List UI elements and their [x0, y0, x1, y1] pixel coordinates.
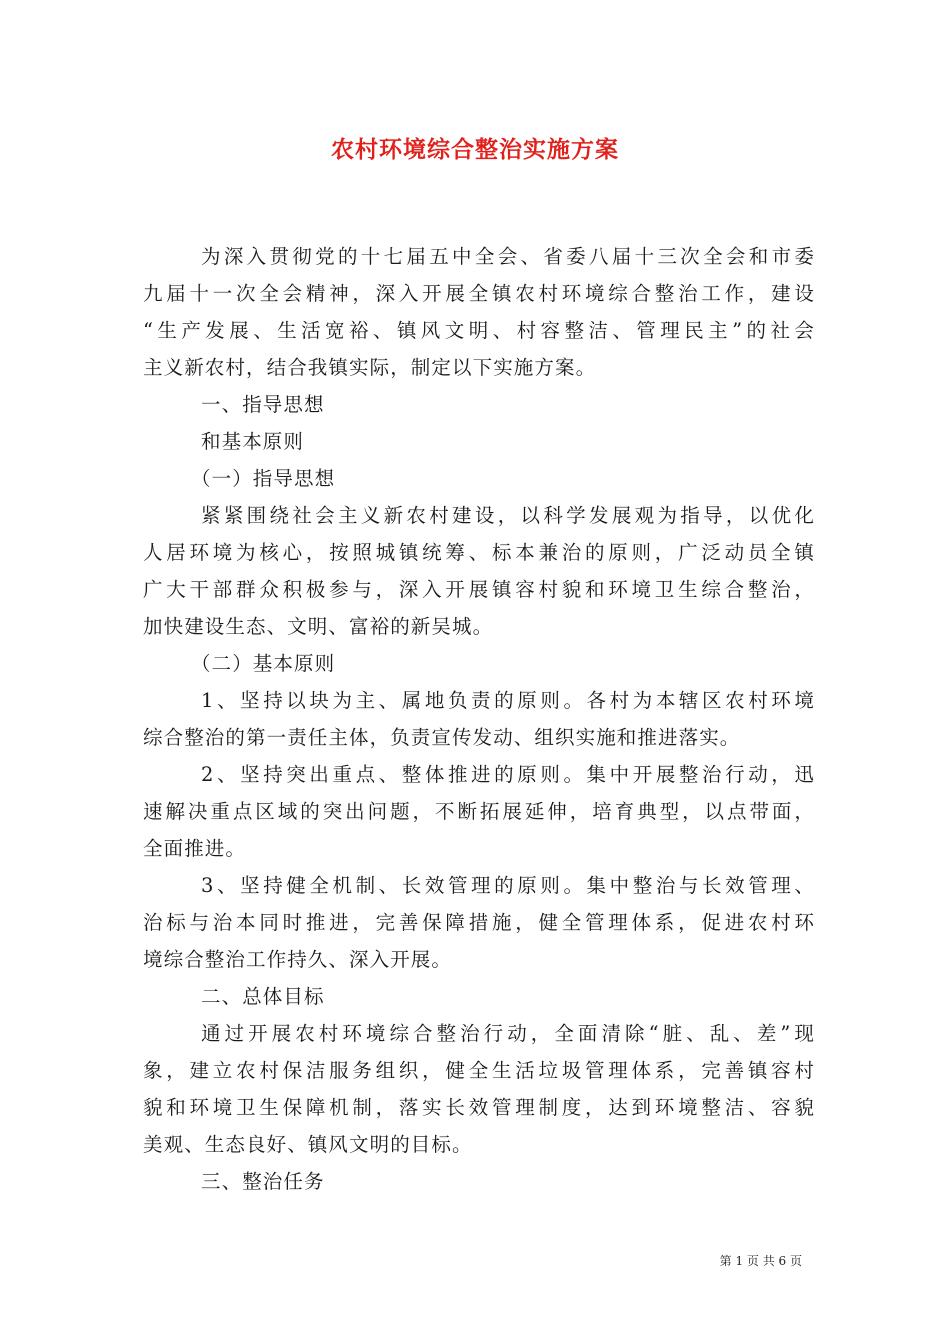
paragraph-line: 为深入贯彻党的十七届五中全会、省委八届十三次全会和市委 [201, 245, 815, 268]
section-heading: 二、总体目标 [201, 985, 325, 1008]
paragraph-line: 九届十一次全会精神，深入开展全镇农村环境综合整治工作，建设 [143, 282, 815, 305]
subsection-heading: （二）基本原则 [191, 652, 336, 675]
subsection-heading: （一）指导思想 [191, 467, 336, 490]
paragraph-line: 综合整治的第一责任主体，负责宣传发动、组织实施和推进落实。 [143, 726, 741, 749]
paragraph-line: 人居环境为核心，按照城镇统筹、标本兼治的原则，广泛动员全镇 [143, 541, 815, 564]
paragraph-line: 1、坚持以块为主、属地负责的原则。各村为本辖区农村环境 [201, 689, 815, 712]
paragraph-line: 紧紧围绕社会主义新农村建设，以科学发展观为指导，以优化 [201, 504, 815, 527]
paragraph-line: 治标与治本同时推进，完善保障措施，健全管理体系，促进农村环 [143, 911, 815, 934]
document-body [143, 238, 815, 1200]
paragraph-line: 3、坚持健全机制、长效管理的原则。集中整治与长效管理、 [201, 874, 815, 897]
paragraph-line: 美观、生态良好、镇风文明的目标。 [143, 1133, 473, 1156]
paragraph-line: 通过开展农村环境综合整治行动，全面清除“脏、乱、差”现 [201, 1022, 815, 1045]
paragraph-line: 2、坚持突出重点、整体推进的原则。集中开展整治行动，迅 [201, 763, 815, 786]
paragraph-line: 象，建立农村保洁服务组织，健全生活垃圾管理体系，完善镇容村 [143, 1059, 815, 1082]
paragraph-line: 貌和环境卫生保障机制，落实长效管理制度，达到环境整洁、容貌 [143, 1096, 815, 1119]
paragraph-line: 速解决重点区域的突出问题，不断拓展延伸，培育典型，以点带面， [143, 800, 815, 823]
section-heading: 三、整治任务 [201, 1170, 325, 1193]
section-heading: 一、指导思想 [201, 393, 325, 416]
paragraph-line: 境综合整治工作持久、深入开展。 [143, 948, 453, 971]
paragraph-line: “生产发展、生活宽裕、镇风文明、村容整洁、管理民主”的社会 [143, 319, 815, 342]
paragraph-line: 广大干部群众积极参与，深入开展镇容村貌和环境卫生综合整治， [143, 578, 815, 601]
paragraph-line: 全面推进。 [143, 837, 247, 860]
paragraph-line: 加快建设生态、文明、富裕的新吴城。 [143, 615, 494, 638]
document-title: 农村环境综合整治实施方案 [331, 136, 619, 163]
page-number-footer: 第 1 页 共 6 页 [719, 1254, 802, 1268]
section-heading-continued: 和基本原则 [201, 430, 305, 453]
paragraph-line: 主义新农村，结合我镇实际，制定以下实施方案。 [143, 356, 597, 379]
